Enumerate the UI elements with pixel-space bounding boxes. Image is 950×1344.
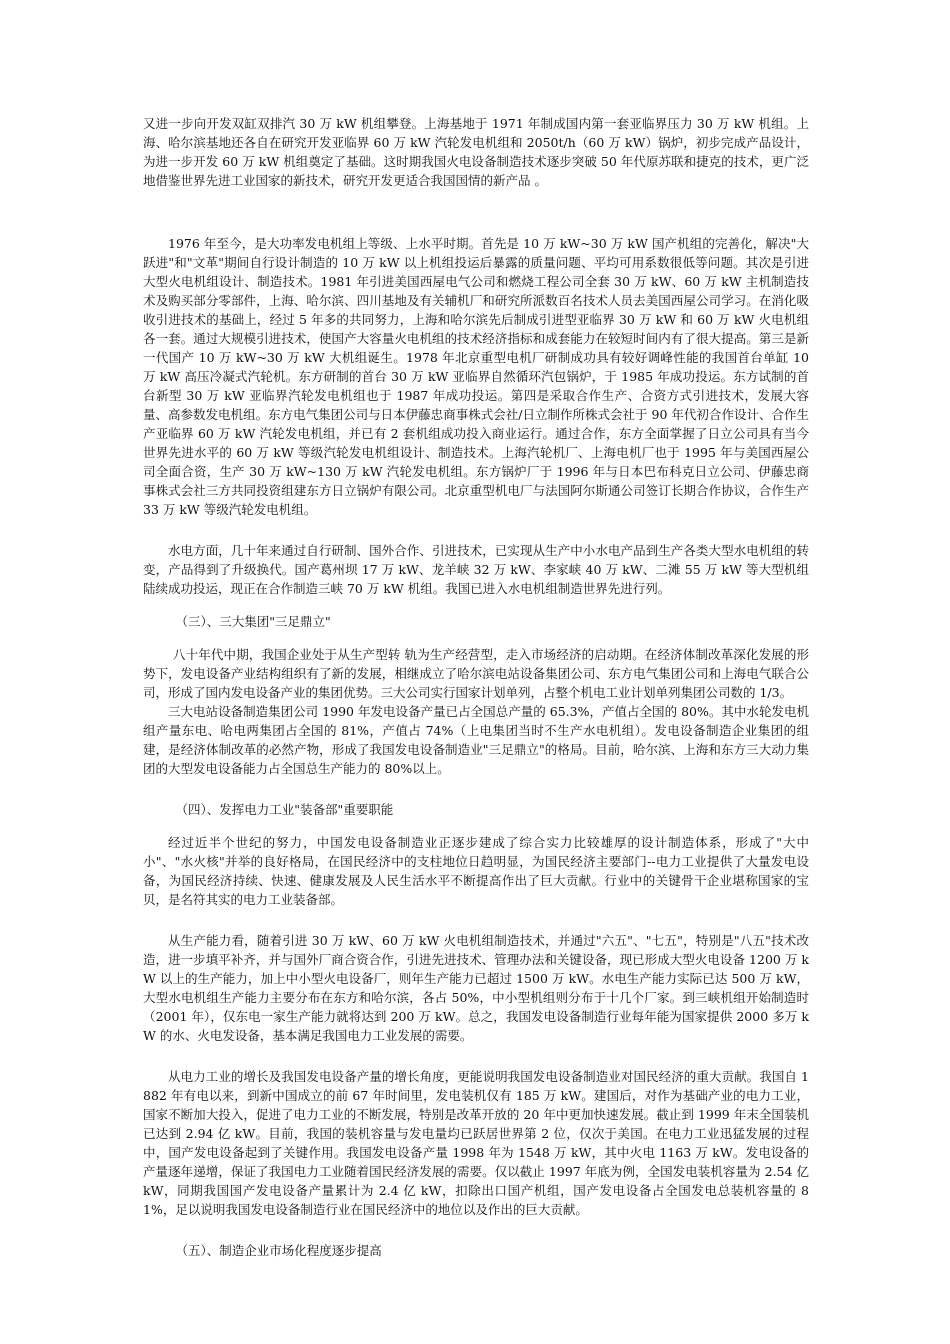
paragraph-1976: 1976 年至今，是大功率发电机组上等级、上水平时期。首先是 10 万 kW~30 万 kW 国产机组的完善化，解决"大跃进"和"文革"期间自行设计制造的 10 万 kW 以上机组投运后暴露的质量问题、平均可用系数很低等问题。其次是引进大型火电机组设计、制造技术。1981 年引进美国西屋电气公司和燃烧工程公司全套 30 万 kW、60 万 kW 主机制造技术及购买部分零部件，上海、哈尔滨、四川基地及有关辅机厂和研究所派数百名技术人员去美国西屋公司学习。在消化吸收引进技术的基础上，经过 5 年多的共同努力，上海和哈尔滨先后制成引进型亚临界 30 万 kW 和 60 万 kW 火电机组各一套。通过大规模引进技术，使国产大容量火电机组的技术经济指标和成套能力在较短时间内有了很大提高。第三是新一代国产 10 万 kW~30 万 kW 大机组诞生。1978 年北京重型电机厂研制成功具有较好调峰性能的我国首台单缸 10 万 kW 高压冷凝式汽轮机。东方研制的首台 30 万 kW 亚临界自然循环汽包锅炉，于 1985 年成功投运。东方试制的首台新型 30 万 kW 亚临界汽轮发电机组也于 1987 年成功投运。第四是采取合作生产、合资方式引进技术，发展大容量、高参数发电机组。东方电气集团公司与日本伊藤忠商事株式会社/日立制作所株式会社于 90 年代初合作设计、合作生产亚临界 60 万 kW 汽轮发电机组，并已有 2 套机组成功投入商业运行。通过合作，东方全面掌握了日立公司具有当今世界先进水平的 60 万 kW 等级汽轮发电机组设计、制造技术。上海汽轮机厂、上海电机厂也于 1995 年与美国西屋公司全面合资，生产 30 万 kW~130 万 kW 汽轮发电机组。东方锅炉厂于 1996 年与日本巴布科克日立公司、伊藤忠商事株式会社三方共同投资组建东方日立锅炉有限公司。北京重型机电厂与法国阿尔斯通公司签订长期合作协议，合作生产 33 万 kW 等级汽轮发电机组。: [143, 236, 809, 517]
paragraph-80s: 八十年代中期，我国企业处于从生产型转 轨为生产经营型，走入市场经济的启动期。在经济体制改革深化发展的形势下，发电设备产业结构组织有了新的发展，相继成立了哈尔滨电站设备集团公司、东方电气集团公司和上海电气联合公司，形成了国内发电设备产业的集团优势。三大公司实行国家计划单列，占整个机电工业计划单列集团公司数的 1/3。: [143, 647, 809, 700]
paragraph-intro: 又进一步向开发双缸双排汽 30 万 kW 机组攀登。上海基地于 1971 年制成国内第一套亚临界压力 30 万 kW 机组。上海、哈尔滨基地还各自在研究开发亚临界 60 万 kW 汽轮发电机组和 2050t/h（60 万 kW）锅炉，初步完成产品设计，为进一步开发 60 万 kW 机组奠定了基础。这时期我国火电设备制造技术逐步突破 50 年代原苏联和捷克的技术，更广泛地借鉴世界先进工业国家的新技术，研究开发更适合我国国情的新产品 。: [143, 116, 809, 188]
paragraph-capacity: 从生产能力看，随着引进 30 万 kW、60 万 kW 火电机组制造技术，并通过"六五"、"七五"，特别是"八五"技术改造，进一步填平补齐，并与国外厂商合资合作，引进先进技术、管理办法和关键设备，现已形成大型火电设备 1200 万 kW 以上的生产能力，加上中小型火电设备厂，则年生产能力已超过 1500 万 kW。水电生产能力实际已达 500 万 kW，大型水电机组生产能力主要分布在东方和哈尔滨，各占 50%，中小型机组则分布于十几个厂家。到三峡机组开始制造时（2001 年），仅东电一家生产能力就将达到 200 万 kW。总之，我国发电设备制造行业每年能为国家提供 2000 多万 kW 的水、火电发设备，基本满足我国电力工业发展的需要。: [143, 933, 809, 1043]
paragraph-growth: 从电力工业的增长及我国发电设备产量的增长角度，更能说明我国发电设备制造业对国民经济的重大贡献。我国自 1882 年有电以来，到新中国成立的前 67 年时间里，发电装机仅有 185 万 kW。建国后，对作为基础产业的电力工业，国家不断加大投入，促进了电力工业的不断发展，特别是改革开放的 20 年中更加快速发展。截止到 1999 年末全国装机已达到 2.94 亿 kW。目前，我国的装机容量与发电量均已跃居世界第 2 位，仅次于美国。在电力工业迅猛发展的过程中，国产发电设备起到了关键作用。我国发电设备产量 1998 年为 1548 万 kW，其中火电 1163 万 kW。发电设备的产量逐年递增，保证了我国电力工业随着国民经济发展的需要。仅以截止 1997 年底为例，全国发电装机容量为 2.54 亿 kW，同期我国国产发电设备产量累计为 2.4 亿 kW，扣除出口国产机组，国产发电设备占全国发电总装机容量的 81%，足以说明我国发电设备制造行业在国民经济中的地位以及作出的巨大贡献。: [143, 1069, 809, 1217]
paragraph-hydro: 水电方面，几十年来通过自行研制、国外合作、引进技术，已实现从生产中小水电产品到生产各类大型水电机组的转变，产品得到了升级换代。国产葛州坝 17 万 kW、龙羊峡 32 万 kW、李家峡 40 万 kW、二滩 55 万 kW 等大型机组陆续成功投运，现正在合作制造三峡 70 万 kW 机组。我国已进入水电机组制造世界先进行列。: [143, 543, 809, 596]
heading-marketization: （五）、制造企业市场化程度逐步提高: [175, 1243, 382, 1258]
heading-three-groups: （三）、三大集团"三足鼎立": [175, 614, 331, 629]
heading-equipment-department: （四）、发挥电力工业"装备部"重要职能: [175, 802, 394, 817]
paragraph-half-century: 经过近半个世纪的努力，中国发电设备制造业正逐步建成了综合实力比较雄厚的设计制造体系，形成了"大中小"、"水火核"并举的良好格局，在国民经济中的支柱地位日趋明显，为国民经济主要部门--电力工业提供了大量发电设备，为国民经济持续、快速、健康发展及人民生活水平不断提高作出了巨大贡献。行业中的关键骨干企业堪称国家的宝贝，是名符其实的电力工业装备部。: [143, 835, 809, 907]
paragraph-1990: 三大电站设备制造集团公司 1990 年发电设备产量已占全国总产量的 65.3%，产值占全国的 80%。其中水轮发电机组产量东电、哈电两集团占全国的 81%，产值占 74%（上电集团当时不生产水电机组）。发电设备制造企业集团的组建，是经济体制改革的必然产物，形成了我国发电设备制造业"三足鼎立"的格局。目前，哈尔滨、上海和东方三大动力集团的大型发电设备能力占全国总生产能力的 80%以上。: [143, 704, 809, 776]
document-page: [143, 114, 809, 1260]
